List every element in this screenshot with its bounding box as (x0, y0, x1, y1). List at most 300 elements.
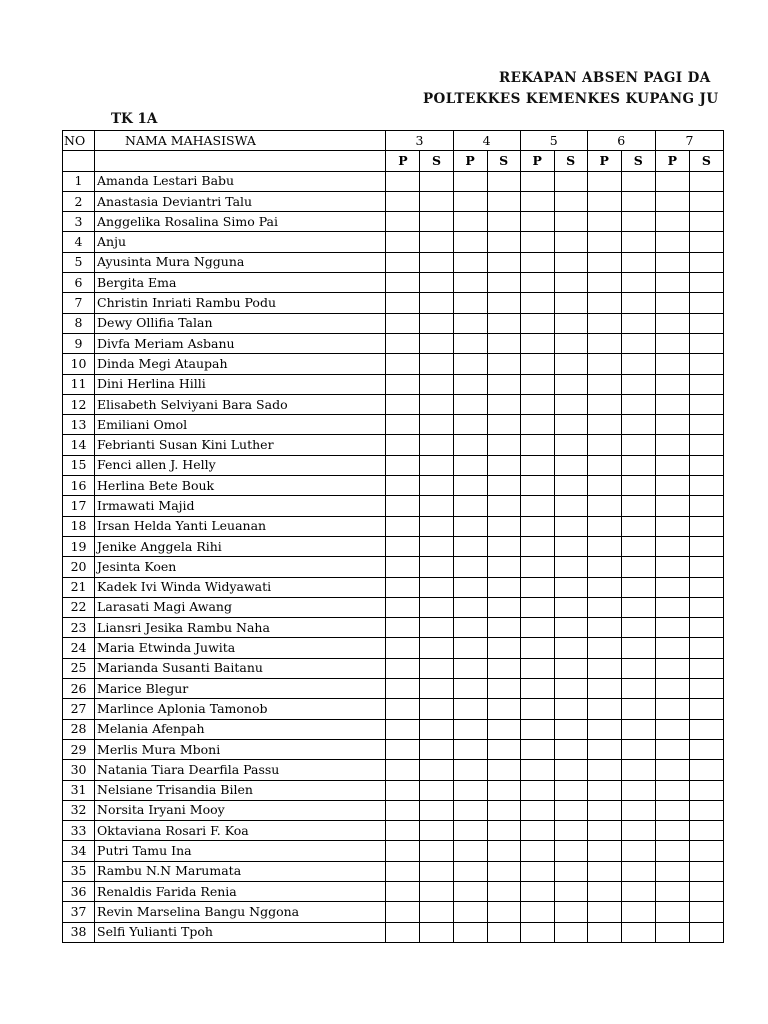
row-number: 35 (63, 861, 95, 881)
attendance-cell (689, 719, 723, 739)
attendance-cell (587, 719, 621, 739)
student-name: Melania Afenpah (95, 719, 386, 739)
attendance-cell (587, 313, 621, 333)
table-row (63, 333, 724, 353)
attendance-cell (520, 699, 554, 719)
student-name: Herlina Bete Bouk (95, 476, 386, 496)
row-number: 18 (63, 516, 95, 536)
table-row (63, 841, 724, 861)
student-name: Merlis Mura Mboni (95, 739, 386, 759)
student-name: Irsan Helda Yanti Leuanan (95, 516, 386, 536)
table-row (63, 760, 724, 780)
attendance-cell (420, 841, 453, 861)
attendance-cell (554, 536, 587, 556)
row-number: 34 (63, 841, 95, 861)
row-number: 23 (63, 618, 95, 638)
attendance-cell (420, 415, 453, 435)
attendance-cell (689, 821, 723, 841)
attendance-cell (453, 618, 487, 638)
attendance-cell (420, 171, 453, 191)
attendance-cell (621, 699, 655, 719)
attendance-cell (520, 618, 554, 638)
subheader-s: S (554, 151, 587, 171)
row-number: 2 (63, 191, 95, 211)
attendance-cell (587, 577, 621, 597)
row-number: 14 (63, 435, 95, 455)
attendance-cell (386, 415, 420, 435)
attendance-cell (587, 902, 621, 922)
attendance-cell (420, 516, 453, 536)
attendance-cell (420, 374, 453, 394)
attendance-cell (689, 212, 723, 232)
attendance-cell (621, 861, 655, 881)
attendance-cell (621, 212, 655, 232)
attendance-cell (621, 902, 655, 922)
row-number: 30 (63, 760, 95, 780)
attendance-cell (386, 354, 420, 374)
document-title-line2: POLTEKKES KEMENKES KUPANG JU (423, 91, 719, 107)
table-row (63, 699, 724, 719)
attendance-cell (621, 658, 655, 678)
attendance-cell (655, 922, 689, 942)
attendance-cell (386, 577, 420, 597)
attendance-cell (689, 841, 723, 861)
attendance-cell (587, 476, 621, 496)
attendance-cell (587, 333, 621, 353)
attendance-cell (655, 881, 689, 901)
attendance-cell (386, 618, 420, 638)
attendance-cell (453, 922, 487, 942)
attendance-cell (386, 496, 420, 516)
attendance-cell (554, 313, 587, 333)
attendance-cell (487, 374, 520, 394)
attendance-cell (587, 841, 621, 861)
attendance-cell (554, 922, 587, 942)
attendance-cell (386, 841, 420, 861)
attendance-cell (520, 638, 554, 658)
attendance-cell (655, 394, 689, 414)
student-name: Renaldis Farida Renia (95, 881, 386, 901)
attendance-cell (453, 902, 487, 922)
attendance-cell (621, 800, 655, 820)
attendance-cell (655, 516, 689, 536)
attendance-cell (655, 800, 689, 820)
attendance-cell (554, 739, 587, 759)
attendance-cell (621, 252, 655, 272)
attendance-cell (587, 496, 621, 516)
table-row (63, 557, 724, 577)
attendance-cell (487, 394, 520, 414)
attendance-cell (386, 313, 420, 333)
attendance-cell (420, 922, 453, 942)
attendance-cell (655, 679, 689, 699)
attendance-cell (520, 354, 554, 374)
attendance-cell (420, 780, 453, 800)
attendance-cell (587, 922, 621, 942)
student-name: Maria Etwinda Juwita (95, 638, 386, 658)
row-number: 38 (63, 922, 95, 942)
attendance-cell (487, 455, 520, 475)
attendance-cell (487, 638, 520, 658)
attendance-cell (420, 618, 453, 638)
attendance-cell (420, 273, 453, 293)
attendance-cell (520, 658, 554, 678)
attendance-cell (453, 415, 487, 435)
attendance-cell (520, 760, 554, 780)
attendance-cell (621, 536, 655, 556)
attendance-cell (386, 476, 420, 496)
table-row (63, 922, 724, 942)
attendance-cell (386, 658, 420, 678)
attendance-cell (386, 821, 420, 841)
attendance-cell (453, 739, 487, 759)
attendance-cell (621, 780, 655, 800)
attendance-cell (621, 293, 655, 313)
attendance-cell (621, 476, 655, 496)
attendance-cell (487, 557, 520, 577)
attendance-cell (554, 232, 587, 252)
attendance-cell (621, 313, 655, 333)
attendance-cell (587, 455, 621, 475)
attendance-cell (621, 719, 655, 739)
attendance-cell (487, 679, 520, 699)
attendance-cell (655, 557, 689, 577)
attendance-cell (554, 191, 587, 211)
attendance-cell (453, 719, 487, 739)
attendance-cell (520, 557, 554, 577)
attendance-cell (520, 881, 554, 901)
attendance-cell (420, 699, 453, 719)
attendance-cell (453, 557, 487, 577)
attendance-cell (386, 536, 420, 556)
attendance-cell (689, 902, 723, 922)
attendance-cell (453, 232, 487, 252)
row-number: 11 (63, 374, 95, 394)
student-name: Rambu N.N Marumata (95, 861, 386, 881)
attendance-cell (621, 374, 655, 394)
attendance-cell (621, 516, 655, 536)
attendance-cell (587, 536, 621, 556)
attendance-cell (554, 273, 587, 293)
attendance-cell (587, 861, 621, 881)
attendance-cell (453, 293, 487, 313)
attendance-cell (554, 171, 587, 191)
attendance-cell (621, 394, 655, 414)
table-row (63, 719, 724, 739)
attendance-cell (386, 394, 420, 414)
table-row (63, 455, 724, 475)
student-name: Liansri Jesika Rambu Naha (95, 618, 386, 638)
attendance-cell (386, 638, 420, 658)
attendance-cell (520, 536, 554, 556)
student-name: Anggelika Rosalina Simo Pai (95, 212, 386, 232)
student-name: Emiliani Omol (95, 415, 386, 435)
table-row (63, 739, 724, 759)
attendance-cell (655, 476, 689, 496)
attendance-cell (386, 374, 420, 394)
attendance-cell (487, 212, 520, 232)
attendance-cell (520, 273, 554, 293)
attendance-cell (386, 699, 420, 719)
student-name: Jesinta Koen (95, 557, 386, 577)
table-header-row (63, 131, 724, 151)
attendance-cell (487, 881, 520, 901)
attendance-cell (689, 597, 723, 617)
attendance-cell (386, 455, 420, 475)
attendance-cell (453, 780, 487, 800)
attendance-cell (487, 476, 520, 496)
attendance-cell (689, 577, 723, 597)
attendance-cell (587, 293, 621, 313)
attendance-cell (487, 902, 520, 922)
attendance-cell (689, 679, 723, 699)
attendance-cell (520, 293, 554, 313)
attendance-cell (420, 821, 453, 841)
subheader-s: S (621, 151, 655, 171)
attendance-cell (520, 415, 554, 435)
attendance-cell (655, 496, 689, 516)
attendance-cell (655, 415, 689, 435)
attendance-cell (689, 861, 723, 881)
attendance-cell (689, 476, 723, 496)
row-number: 26 (63, 679, 95, 699)
attendance-cell (453, 800, 487, 820)
attendance-cell (587, 821, 621, 841)
attendance-cell (487, 739, 520, 759)
attendance-cell (386, 273, 420, 293)
attendance-cell (689, 516, 723, 536)
day-header: 6 (587, 131, 655, 151)
attendance-cell (453, 333, 487, 353)
attendance-cell (487, 597, 520, 617)
attendance-cell (655, 293, 689, 313)
attendance-cell (689, 333, 723, 353)
attendance-cell (621, 618, 655, 638)
attendance-cell (520, 252, 554, 272)
attendance-cell (621, 333, 655, 353)
attendance-cell (621, 577, 655, 597)
attendance-cell (554, 597, 587, 617)
attendance-cell (554, 902, 587, 922)
attendance-cell (520, 212, 554, 232)
attendance-cell (420, 800, 453, 820)
attendance-cell (386, 516, 420, 536)
attendance-cell (487, 496, 520, 516)
attendance-cell (487, 313, 520, 333)
attendance-cell (420, 313, 453, 333)
student-name: Bergita Ema (95, 273, 386, 293)
attendance-cell (520, 841, 554, 861)
attendance-cell (689, 293, 723, 313)
attendance-cell (453, 313, 487, 333)
attendance-cell (420, 881, 453, 901)
attendance-cell (520, 780, 554, 800)
row-number: 10 (63, 354, 95, 374)
attendance-cell (520, 739, 554, 759)
row-number: 27 (63, 699, 95, 719)
attendance-cell (520, 394, 554, 414)
attendance-cell (386, 902, 420, 922)
attendance-cell (655, 536, 689, 556)
attendance-cell (420, 658, 453, 678)
attendance-cell (520, 902, 554, 922)
attendance-cell (554, 861, 587, 881)
attendance-cell (386, 252, 420, 272)
table-row (63, 374, 724, 394)
attendance-cell (621, 597, 655, 617)
attendance-cell (554, 679, 587, 699)
subheader-p: P (520, 151, 554, 171)
row-number: 24 (63, 638, 95, 658)
attendance-cell (420, 739, 453, 759)
document-title-line1: REKAPAN ABSEN PAGI DA (499, 70, 711, 86)
attendance-cell (689, 435, 723, 455)
attendance-cell (689, 415, 723, 435)
attendance-cell (587, 638, 621, 658)
attendance-cell (487, 577, 520, 597)
attendance-cell (520, 455, 554, 475)
attendance-cell (420, 476, 453, 496)
table-row (63, 252, 724, 272)
student-name: Anastasia Deviantri Talu (95, 191, 386, 211)
attendance-cell (554, 354, 587, 374)
row-number: 8 (63, 313, 95, 333)
attendance-cell (420, 536, 453, 556)
attendance-cell (655, 171, 689, 191)
attendance-cell (420, 577, 453, 597)
attendance-cell (587, 252, 621, 272)
attendance-cell (453, 597, 487, 617)
subheader-p: P (655, 151, 689, 171)
day-header: 5 (520, 131, 587, 151)
attendance-cell (487, 719, 520, 739)
row-number: 31 (63, 780, 95, 800)
row-number: 16 (63, 476, 95, 496)
attendance-cell (554, 212, 587, 232)
attendance-cell (487, 333, 520, 353)
attendance-cell (453, 252, 487, 272)
attendance-cell (386, 922, 420, 942)
attendance-cell (689, 313, 723, 333)
attendance-cell (655, 212, 689, 232)
column-header-no: NO (63, 131, 95, 151)
attendance-cell (655, 374, 689, 394)
attendance-cell (655, 577, 689, 597)
attendance-cell (453, 760, 487, 780)
attendance-cell (520, 719, 554, 739)
attendance-cell (453, 455, 487, 475)
attendance-cell (420, 232, 453, 252)
attendance-cell (621, 171, 655, 191)
attendance-cell (554, 252, 587, 272)
table-row (63, 597, 724, 617)
table-row (63, 679, 724, 699)
attendance-cell (689, 760, 723, 780)
attendance-cell (386, 881, 420, 901)
table-row (63, 658, 724, 678)
attendance-cell (621, 232, 655, 252)
attendance-cell (420, 597, 453, 617)
student-name: Fenci allen J. Helly (95, 455, 386, 475)
row-number: 5 (63, 252, 95, 272)
table-row (63, 577, 724, 597)
attendance-table (62, 130, 724, 943)
attendance-cell (520, 476, 554, 496)
table-row (63, 821, 724, 841)
table-row (63, 415, 724, 435)
attendance-cell (386, 171, 420, 191)
table-row (63, 212, 724, 232)
attendance-cell (487, 232, 520, 252)
attendance-cell (554, 881, 587, 901)
student-name: Norsita Iryani Mooy (95, 800, 386, 820)
student-name: Dinda Megi Ataupah (95, 354, 386, 374)
row-number: 29 (63, 739, 95, 759)
attendance-cell (487, 780, 520, 800)
attendance-cell (621, 435, 655, 455)
row-number: 37 (63, 902, 95, 922)
attendance-cell (453, 354, 487, 374)
attendance-cell (655, 638, 689, 658)
attendance-cell (554, 394, 587, 414)
attendance-cell (655, 841, 689, 861)
student-name: Natania Tiara Dearfila Passu (95, 760, 386, 780)
attendance-cell (587, 394, 621, 414)
attendance-cell (689, 922, 723, 942)
attendance-cell (554, 780, 587, 800)
attendance-cell (655, 699, 689, 719)
attendance-cell (554, 415, 587, 435)
attendance-cell (487, 435, 520, 455)
attendance-cell (621, 841, 655, 861)
table-row (63, 293, 724, 313)
attendance-cell (487, 760, 520, 780)
subheader-blank-cell (95, 151, 386, 171)
subheader-p: P (386, 151, 420, 171)
attendance-cell (655, 739, 689, 759)
attendance-cell (621, 881, 655, 901)
student-name: Marianda Susanti Baitanu (95, 658, 386, 678)
table-row (63, 273, 724, 293)
attendance-cell (587, 739, 621, 759)
student-name: Nelsiane Trisandia Bilen (95, 780, 386, 800)
row-number: 7 (63, 293, 95, 313)
attendance-cell (587, 881, 621, 901)
attendance-cell (386, 293, 420, 313)
table-row (63, 191, 724, 211)
attendance-cell (655, 821, 689, 841)
class-label: TK 1A (111, 111, 158, 127)
attendance-cell (420, 212, 453, 232)
attendance-cell (487, 841, 520, 861)
subheader-s: S (420, 151, 453, 171)
attendance-cell (655, 597, 689, 617)
student-name: Revin Marselina Bangu Nggona (95, 902, 386, 922)
attendance-cell (520, 191, 554, 211)
attendance-cell (621, 455, 655, 475)
attendance-cell (587, 171, 621, 191)
attendance-cell (386, 232, 420, 252)
attendance-cell (655, 313, 689, 333)
row-number: 4 (63, 232, 95, 252)
attendance-cell (453, 191, 487, 211)
attendance-cell (554, 496, 587, 516)
attendance-cell (453, 679, 487, 699)
attendance-cell (453, 881, 487, 901)
student-name: Christin Inriati Rambu Podu (95, 293, 386, 313)
student-name: Febrianti Susan Kini Luther (95, 435, 386, 455)
table-row (63, 861, 724, 881)
